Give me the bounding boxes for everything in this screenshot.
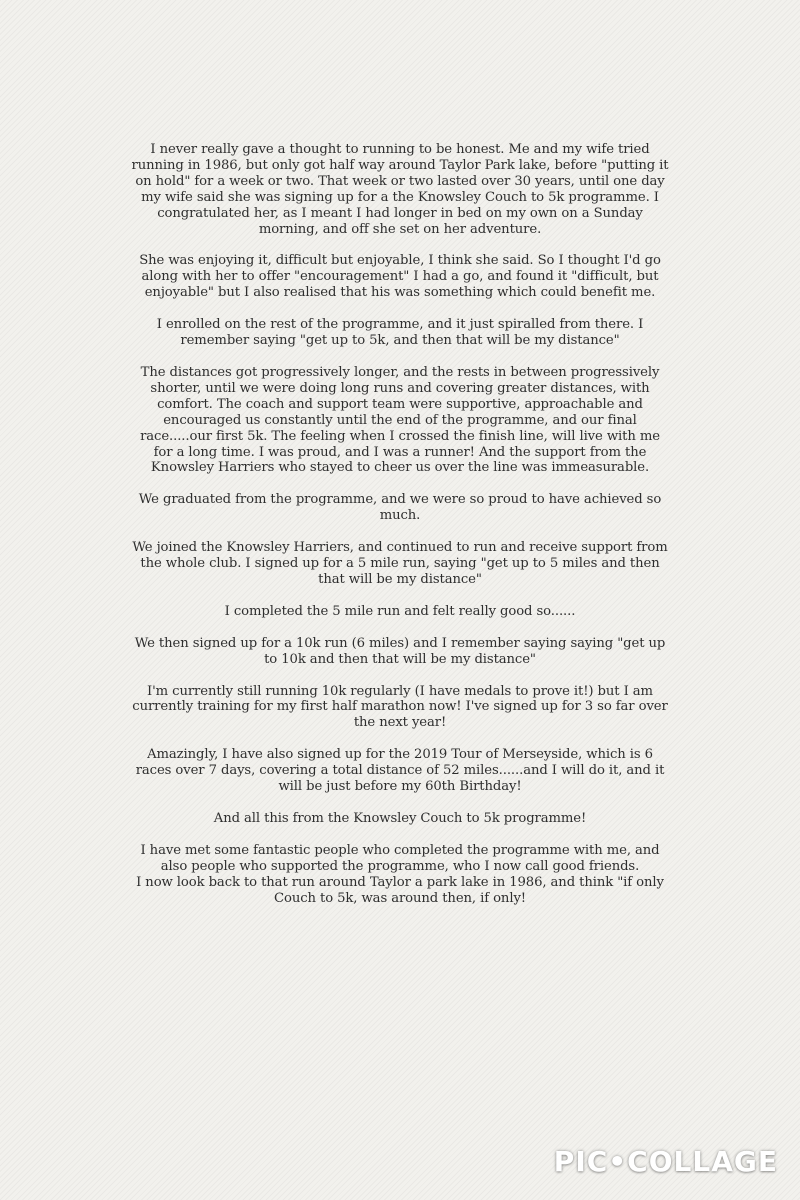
story-paragraph-1: I never really gave a thought to running to be honest. Me and my wife tried running in 1986, but only got half way around Taylor Park lake, before "putting it on hold" for a week or two. That week or two lasted over 30 years, until one day my wife said she was signing up for a the Knowsley Couch to 5k programme. I congratulated her, as I meant I had longer in bed on my own on a Sunday morning, and off she set on her adventure. [131,142,669,237]
watermark-text: PIC•COLLAGE [553,1145,778,1178]
story-paragraph-2: She was enjoying it, difficult but enjoyable, I think she said. So I thought I'd go along with her to offer "encouragement" I had a go, and found it "difficult, but enjoyable" but I also realised that his was something which could benefit me. [139,253,661,301]
story-paragraph-6: We joined the Knowsley Harriers, and continued to run and receive support from the whole club. I signed up for a 5 mile run, saying "get up to 5 miles and then that will be my distance" [132,540,668,587]
story-paragraph-7: I completed the 5 mile run and felt really good so...... [224,603,576,619]
story-paragraph-3: I enrolled on the rest of the programme, and it just spiralled from there. I remember saying "get up to 5k, and then that will be my distance" [156,317,644,349]
story-paragraph-4: The distances got progressively longer, and the rests in between progressively shorter, until we were doing long runs and covering greater distances, with comfort. The coach and support team were supportive, approachable and encouraged us constantly until the end of the programme, and our final race.....our first 5k. The feeling when I crossed the finish line, will live with me for a long time. I was proud, and I was a runner! And the support from the Knowsley Harriers who stayed to cheer us over the line was immeasurable. [140,364,660,476]
piccollage-watermark [544,1141,788,1182]
story-paragraph-9: I'm currently still running 10k regularly (I have medals to prove it!) but I am currently training for my first half marathon now! I've signed up for 3 so far over the next year! [132,683,668,731]
story-paragraph-12: I have met some fantastic people who completed the programme with me, and also people who supported the programme, who I now call good friends. I now look back to that run around Taylor a park lake in 1986, and think "if only Couch to 5k, was around then, if only! [136,842,664,906]
story-paragraph-5: We graduated from the programme, and we were so proud to have achieved so much. [138,492,662,524]
story-paragraph-8: We then signed up for a 10k run (6 miles) and I remember saying saying "get up to 10k and then that will be my distance" [134,635,666,667]
story-text [130,142,670,923]
story-paragraph-11: And all this from the Knowsley Couch to 5k programme! [213,811,587,826]
story-paragraph-10: Amazingly, I have also signed up for the 2019 Tour of Merseyside, which is 6 races over 7 days, covering a total distance of 52 miles......and I will do it, and it will be just before my 60th Birthday! [135,747,665,795]
